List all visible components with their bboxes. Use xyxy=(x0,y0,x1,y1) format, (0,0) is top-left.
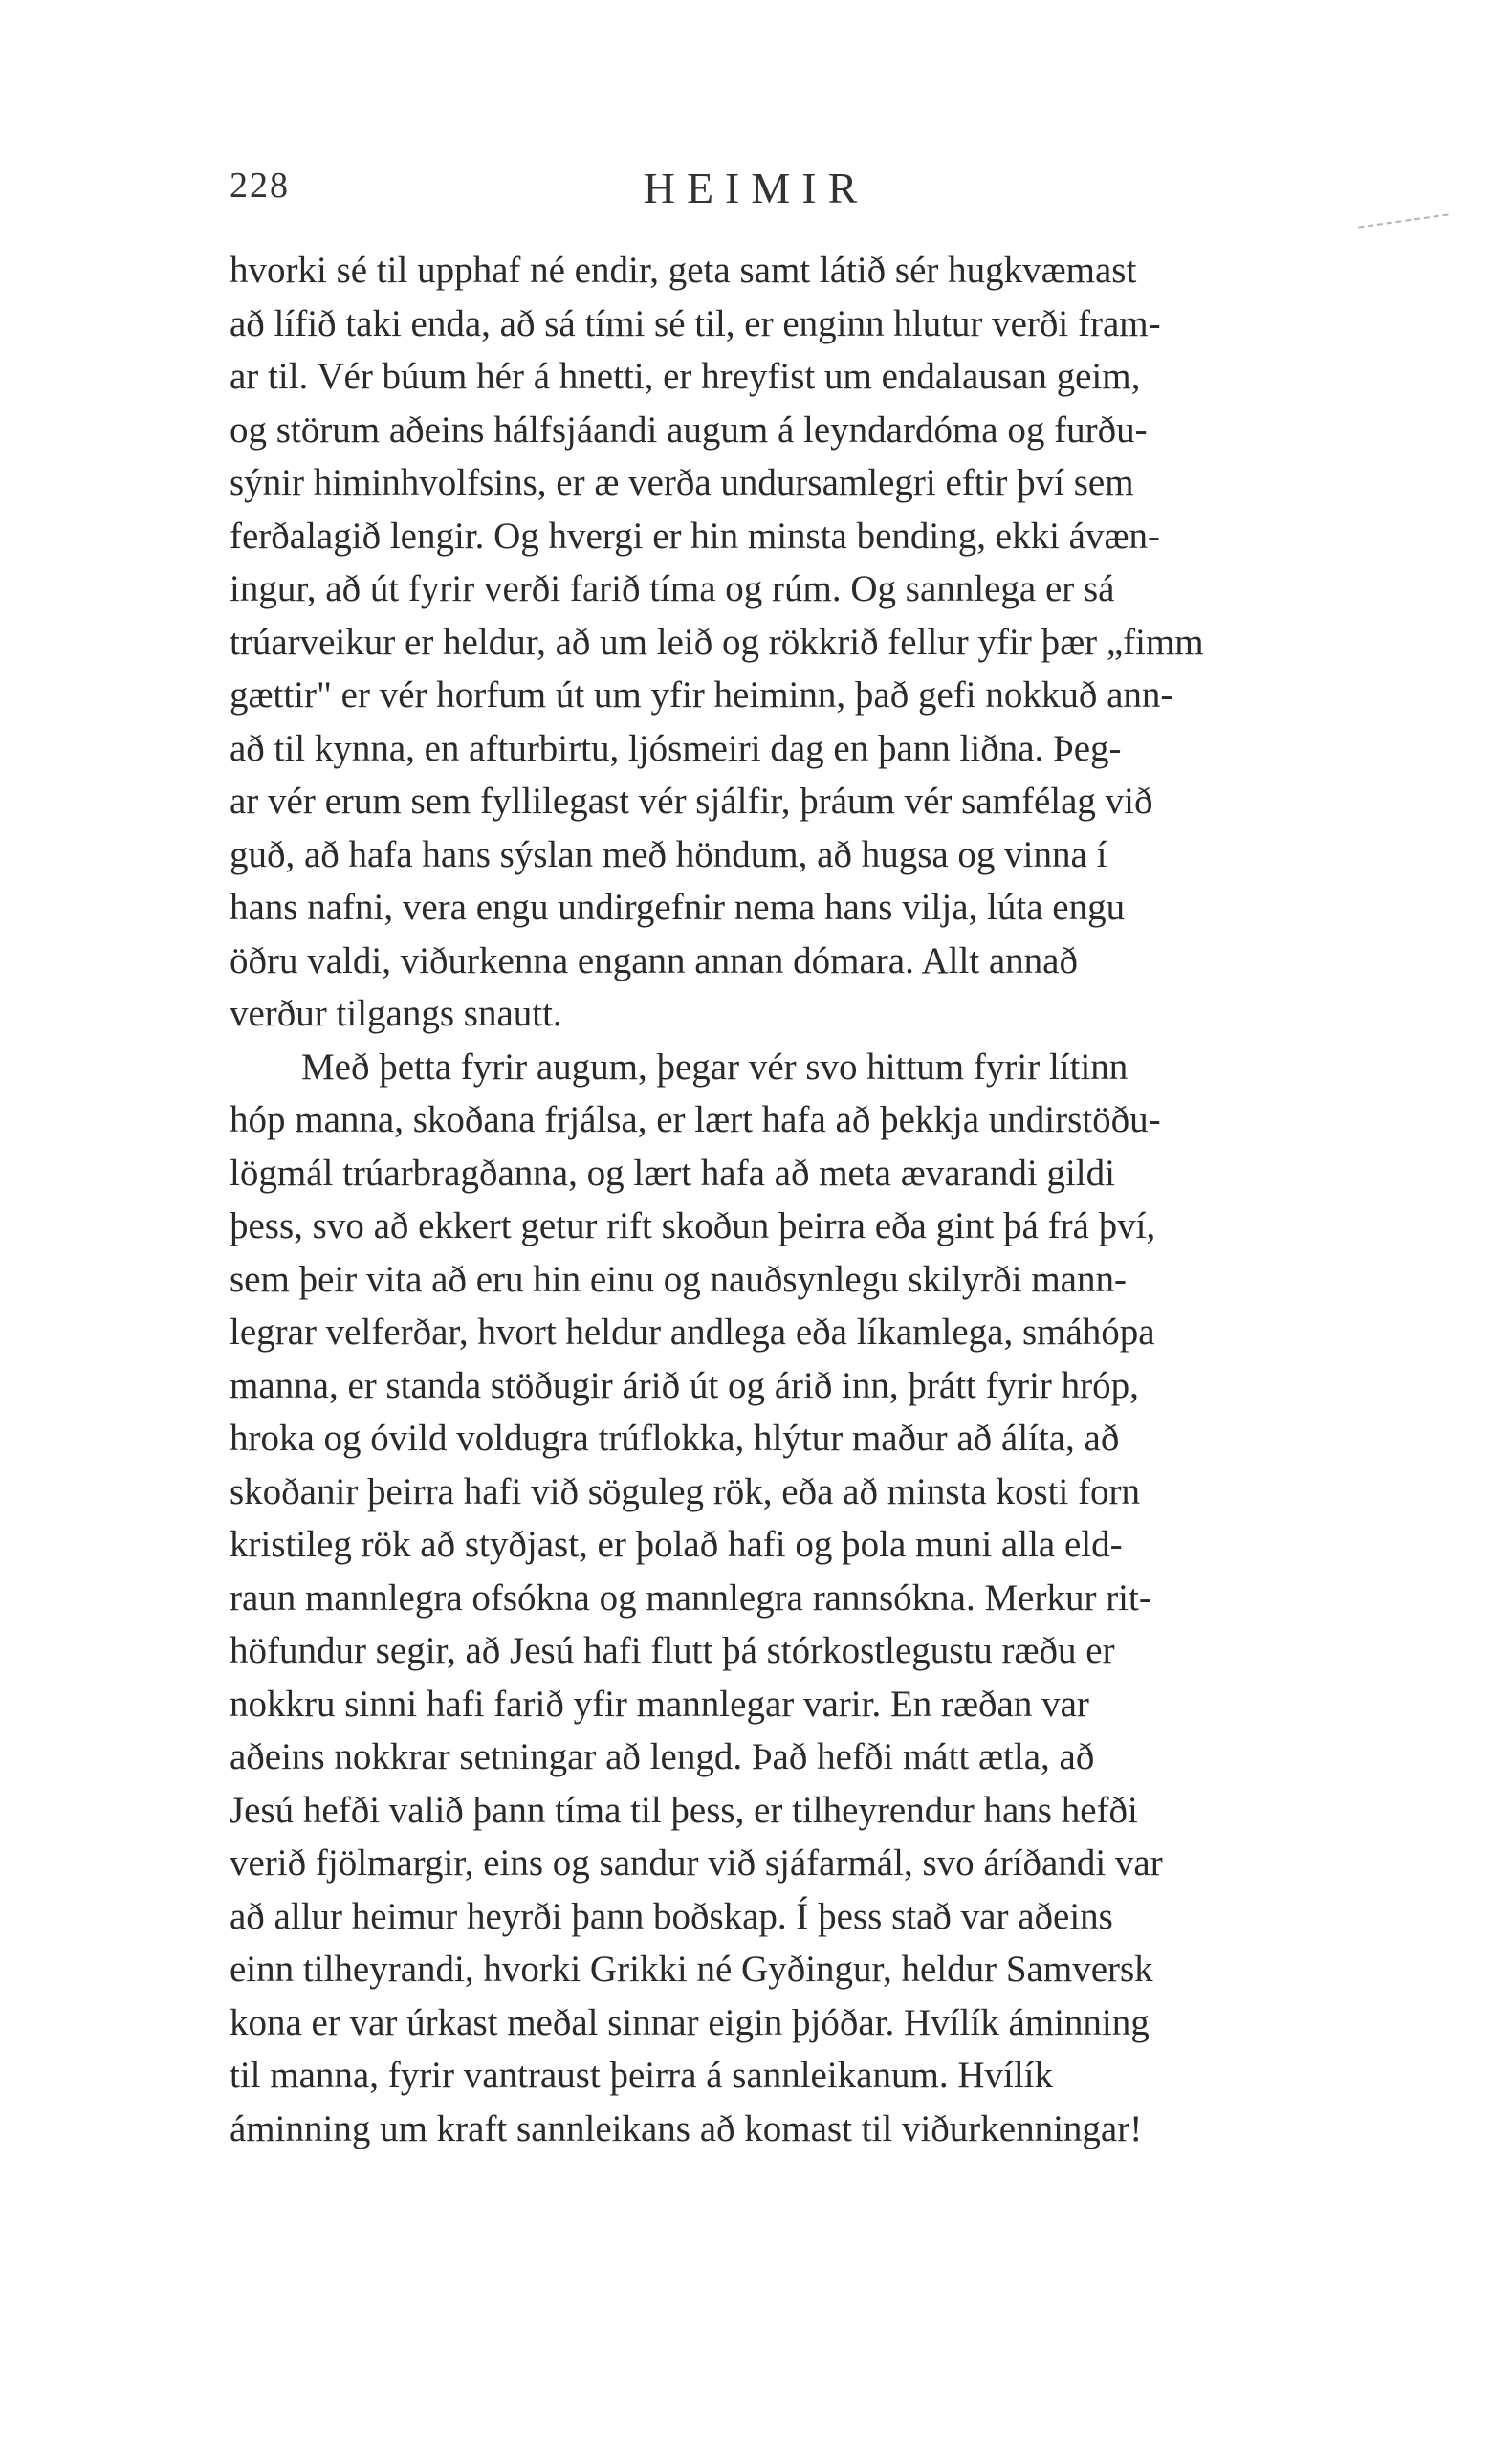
page-number: 228 xyxy=(230,165,290,206)
text-line: verið fjölmargir, eins og sandur við sjáfarmál, svo áríðandi var xyxy=(230,1842,1163,1884)
text-line: að lífið taki enda, að sá tími sé til, er enginn hlutur verði fram- xyxy=(230,302,1161,344)
text-line: hroka og óvild voldugra trúflokka, hlýtur maður að álíta, að xyxy=(230,1418,1120,1459)
body-text xyxy=(230,244,1444,2155)
text-line: ferðalagið lengir. Og hvergi er hin minsta bending, ekki ávæn- xyxy=(230,515,1160,557)
text-line: að allur heimur heyrði þann boðskap. Í þess stað var aðeins xyxy=(230,1895,1113,1937)
text-line: verður tilgangs snautt. xyxy=(230,993,562,1034)
text-line: að til kynna, en afturbirtu, ljósmeiri dag en þann liðna. Þeg- xyxy=(230,727,1122,769)
text-line: manna, er standa stöðugir árið út og árið inn, þrátt fyrir hróp, xyxy=(230,1364,1139,1406)
running-head: HEIMIR xyxy=(643,164,869,212)
text-line: Jesú hefði valið þann tíma til þess, er tilheyrendur hans hefði xyxy=(230,1789,1138,1831)
text-line: sem þeir vita að eru hin einu og nauðsynlegu skilyrði mann- xyxy=(230,1258,1127,1300)
text-line: þess, svo að ekkert getur rift skoðun þeirra eða gint þá frá því, xyxy=(230,1205,1156,1246)
text-line: til manna, fyrir vantraust þeirra á sannleikanum. Hvílík xyxy=(230,2055,1053,2096)
text-line: nokkru sinni hafi farið yfir mannlegar varir. En ræðan var xyxy=(230,1683,1089,1725)
text-line: legrar velferðar, hvort heldur andlega eða líkamlega, smáhópa xyxy=(230,1312,1155,1353)
text-line: áminning um kraft sannleikans að komast til viðurkenningar! xyxy=(230,2107,1143,2149)
page-header xyxy=(0,165,1512,222)
text-line: gættir" er vér horfum út um yfir heiminn, það gefi nokkuð ann- xyxy=(230,674,1173,716)
text-line: sýnir himinhvolfsins, er æ verða undursamlegri eftir því sem xyxy=(230,462,1134,503)
text-line: raun mannlegra ofsókna og mannlegra rannsókna. Merkur rit- xyxy=(230,1576,1151,1619)
text-line: kona er var úrkast meðal sinnar eigin þjóðar. Hvílík áminning xyxy=(230,2001,1150,2043)
text-line: lögmál trúarbragðanna, og lært hafa að meta ævarandi gildi xyxy=(230,1152,1115,1194)
text-line: ingur, að út fyrir verði farið tíma og rúm. Og sannlega er sá xyxy=(230,568,1115,609)
text-line: og störum aðeins hálfsjáandi augum á leyndardóma og furðu- xyxy=(230,408,1148,451)
text-line: öðru valdi, viðurkenna engann annan dómara. Allt annað xyxy=(230,939,1078,981)
text-line: einn tilheyrandi, hvorki Grikki né Gyðingur, heldur Samversk xyxy=(230,1949,1153,1990)
text-line: hóp manna, skoðana frjálsa, er lært hafa að þekkja undirstöðu- xyxy=(230,1099,1161,1140)
text-line: höfundur segir, að Jesú hafi flutt þá stórkostlegustu ræðu er xyxy=(230,1630,1115,1671)
text-line: hvorki sé til upphaf né endir, geta samt látið sér hugkvæmast xyxy=(230,250,1137,291)
text-line: ar til. Vér búum hér á hnetti, er hreyfist um endalausan geim, xyxy=(230,356,1141,397)
text-line: hans nafni, vera engu undirgefnir nema hans vilja, lúta engu xyxy=(230,887,1126,928)
text-line: Með þetta fyrir augum, þegar vér svo hittum fyrir lítinn xyxy=(301,1046,1129,1088)
text-line: skoðanir þeirra hafi við söguleg rök, eða að minsta kosti forn xyxy=(230,1470,1141,1512)
text-line: trúarveikur er heldur, að um leið og rökkrið fellur yfir þær „fimm xyxy=(230,621,1204,663)
text-line: guð, að hafa hans sýslan með höndum, að hugsa og vinna í xyxy=(230,833,1107,875)
text-line: aðeins nokkrar setningar að lengd. Það hefði mátt ætla, að xyxy=(230,1736,1095,1777)
print-mark xyxy=(1358,213,1448,229)
text-line: kristileg rök að styðjast, er þolað hafi og þola muni alla eld- xyxy=(230,1524,1123,1565)
text-line: ar vér erum sem fyllilegast vér sjálfir, þráum vér samfélag við xyxy=(230,781,1153,822)
